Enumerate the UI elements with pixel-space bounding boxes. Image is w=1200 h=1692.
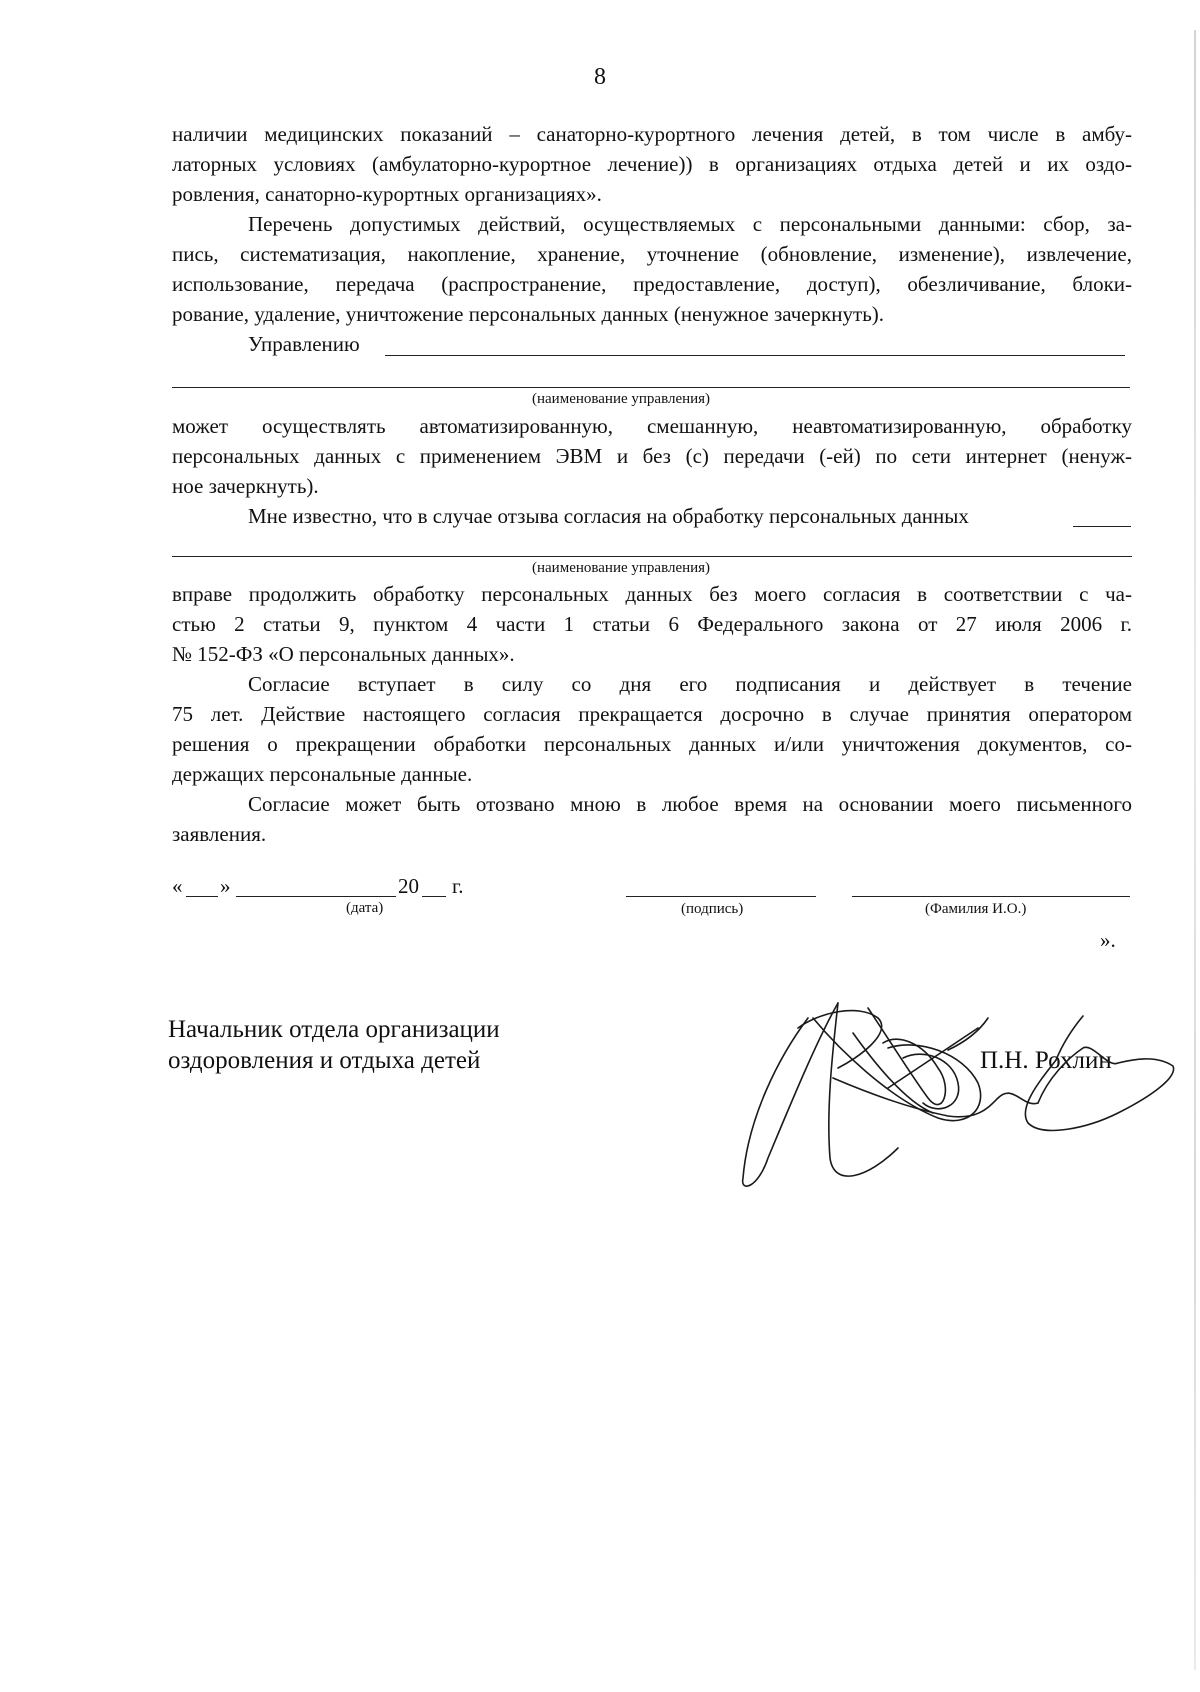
paragraph-line: вправе продолжить обработку персональных данных без моего согласия в соответствии с ча- bbox=[172, 582, 1132, 606]
signatory-name: П.Н. Рохлин bbox=[980, 1047, 1112, 1074]
paragraph-line: использование, передача (распространение, предоставление, доступ), обезличивание, блоки- bbox=[172, 272, 1132, 296]
scan-edge bbox=[1194, 30, 1196, 1670]
signature-fill-line bbox=[626, 896, 816, 897]
management-caption: (наименование управления) bbox=[532, 560, 711, 576]
date-quote-open: « bbox=[172, 874, 183, 898]
year-suffix: г. bbox=[452, 874, 464, 898]
paragraph-line: персональных данных с применением ЭВМ и без (с) передачи (-ей) по сети интернет (ненуж- bbox=[172, 444, 1132, 468]
name-caption: (Фамилия И.О.) bbox=[925, 901, 1027, 917]
paragraph-line: заявления. bbox=[172, 822, 267, 846]
paragraph-line: Перечень допустимых действий, осуществляемых с персональными данными: сбор, за- bbox=[248, 212, 1132, 236]
signatory-position-line-1: Начальник отдела организации bbox=[168, 1016, 500, 1043]
paragraph-line: решения о прекращении обработки персональных данных и/или уничтожения документов, со- bbox=[172, 732, 1132, 756]
paragraph-line: может осуществлять автоматизированную, смешанную, неавтоматизированную, обработку bbox=[172, 414, 1132, 438]
date-quote-close: » bbox=[220, 874, 231, 898]
page-number: 8 bbox=[594, 64, 606, 90]
management-fill-line-4 bbox=[172, 556, 1132, 557]
month-fill-line bbox=[236, 896, 396, 897]
paragraph-line: наличии медицинских показаний – санаторно-курортного лечения детей, в том числе в амбу- bbox=[172, 122, 1132, 146]
paragraph-line: 75 лет. Действие настоящего согласия прекращается досрочно в случае принятия оператором bbox=[172, 702, 1132, 726]
management-fill-line-3 bbox=[1073, 526, 1131, 527]
management-fill-line bbox=[385, 355, 1125, 356]
closing-quote: ». bbox=[1100, 928, 1116, 952]
paragraph-line: рование, удаление, уничтожение персональных данных (ненужное зачеркнуть). bbox=[172, 302, 885, 326]
paragraph-line: Согласие вступает в силу со дня его подписания и действует в течение bbox=[248, 672, 1132, 696]
paragraph-line: стью 2 статьи 9, пунктом 4 части 1 статьи 6 Федерального закона от 27 июля 2006 г. bbox=[172, 612, 1132, 636]
signature-caption: (подпись) bbox=[681, 901, 744, 917]
date-caption: (дата) bbox=[346, 900, 384, 916]
day-fill-line bbox=[186, 896, 218, 897]
management-caption: (наименование управления) bbox=[532, 391, 711, 407]
paragraph-line: латорных условиях (амбулаторно-курортное лечение)) в организациях отдыха детей и их оздо- bbox=[172, 152, 1132, 176]
name-fill-line bbox=[852, 896, 1130, 897]
year-prefix: 20 bbox=[398, 874, 419, 898]
year-fill-line bbox=[422, 896, 446, 897]
paragraph-line: № 152-ФЗ «О персональных данных». bbox=[172, 642, 515, 666]
handwritten-signature bbox=[738, 988, 1178, 1208]
paragraph-line: пись, систематизация, накопление, хранение, уточнение (обновление, изменение), извлечение, bbox=[172, 242, 1132, 266]
paragraph-line: ровления, санаторно-курортных организациях». bbox=[172, 182, 602, 206]
paragraph-line: Согласие может быть отозвано мною в любое время на основании моего письменного bbox=[248, 792, 1132, 816]
management-fill-line-2 bbox=[172, 387, 1130, 388]
management-label: Управлению bbox=[248, 332, 360, 356]
paragraph-line: Мне известно, что в случае отзыва согласия на обработку персональных данных bbox=[248, 504, 969, 528]
paragraph-line: держащих персональные данные. bbox=[172, 762, 473, 786]
signatory-position-line-2: оздоровления и отдыха детей bbox=[168, 1047, 481, 1074]
paragraph-line: ное зачеркнуть). bbox=[172, 474, 319, 498]
